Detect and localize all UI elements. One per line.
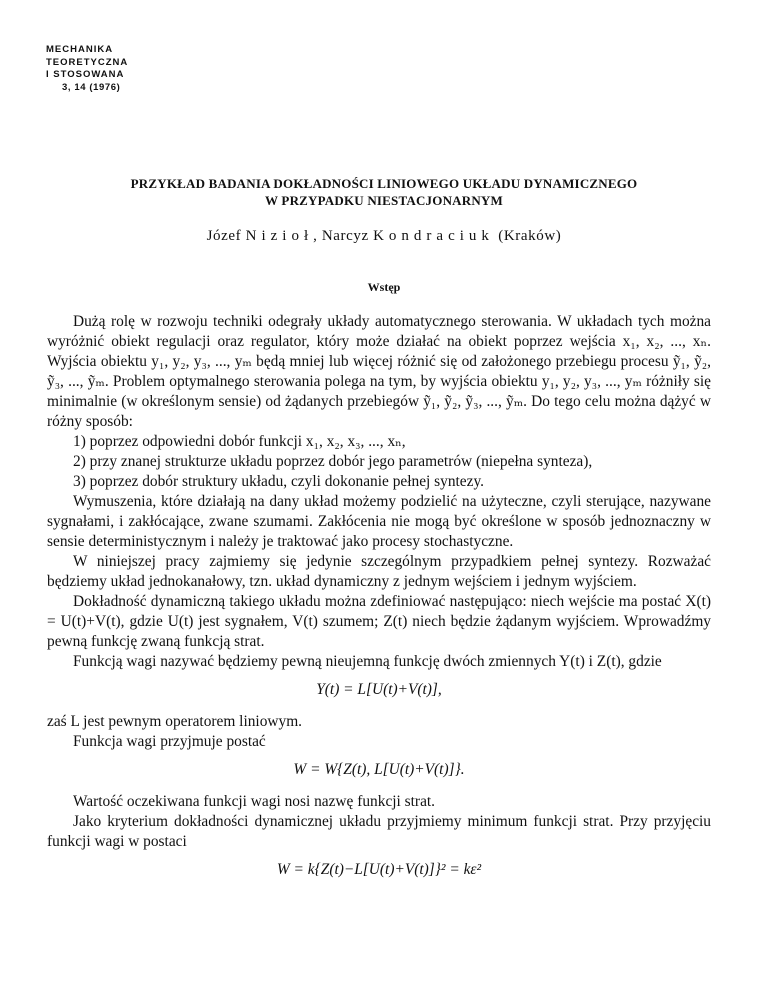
paragraph-disturbances: Wymuszenia, które działają na dany układ możemy podzielić na użyteczne, czyli sterujące, nazywane sygnałami, i zakłócające, zwane szumami. Zakłócenia nie mogą być określone w sposób jednoznaczny w sensie deterministycznym i należy je traktować jako procesy stochastyczne. [47, 493, 711, 550]
journal-issue: 3, 14 (1976) [62, 81, 121, 93]
article-title [0, 175, 768, 209]
title-line-1: PRZYKŁAD BADANIA DOKŁADNOŚCI LINIOWEGO UKŁADU DYNAMICZNEGO [130, 176, 638, 191]
section-heading: Wstęp [367, 280, 401, 294]
author-separator: , [313, 228, 322, 244]
journal-info [46, 44, 128, 94]
author-2-last: Kondraciuk [373, 228, 494, 244]
journal-name-line-2: TEORETYCZNA [46, 56, 129, 68]
paragraph-operator: zaś L jest pewnym operatorem liniowym. [47, 713, 303, 730]
paragraph-intro: Dużą rolę w rozwoju techniki odegrały układy automatycznego sterowania. W układach tych można wyróżnić obiekt regulacji oraz regulator, który może działać na obiekt poprzez wejścia x₁, x₂, ..., xₙ. Wyjścia obiektu y₁, y₂, y₃, ..., yₘ będą mniej lub więcej różnić się od założonego przebiegu procesu ỹ₁, ỹ₂, ỹ₃, ..., ỹₘ. Problem optymalnego sterowania polega na tym, by wyjścia obiektu y₁, y₂, y₃, ..., yₘ różniły się minimalnie (w określonym sensie) od żądanych przebiegów ỹ₁, ỹ₂, ỹ₃, ..., ỹₘ. Do tego celu można dążyć w różny sposób: [47, 313, 711, 430]
journal-name-line-3: I STOSOWANA [46, 69, 125, 80]
equation-3: W = k{Z(t)−L[U(t)+V(t)]}² = kε² [276, 861, 482, 878]
equation-1: Y(t) = L[U(t)+V(t)], [316, 681, 442, 698]
paragraph-accuracy: Dokładność dynamiczną takiego układu można zdefiniować następująco: niech wejście ma postać X(t) = U(t)+V(t), gdzie U(t) jest sygnałem, V(t) szumem; Z(t) niech będzie żądanym wyjściem. Wprowadźmy pewną funkcję zwaną funkcją strat. [47, 593, 711, 650]
paragraph-weight-function: Funkcją wagi nazywać będziemy pewną nieujemną funkcję dwóch zmiennych Y(t) i Z(t), gdzie [73, 653, 662, 670]
paragraph-criterion: Jako kryterium dokładności dynamicznej układu przyjmiemy minimum funkcji strat. Przy przyjęciu funkcji wagi w postaci [47, 813, 711, 850]
list-item-3: 3) poprzez dobór struktury układu, czyli dokonanie pełnej syntezy. [73, 473, 485, 490]
paragraph-loss-function: Wartość oczekiwana funkcji wagi nosi nazwę funkcji strat. [73, 793, 436, 810]
author-2-first: Narcyz [321, 228, 374, 244]
body-text [47, 312, 711, 880]
title-line-2: W PRZYPADKU NIESTACJONARNYM [265, 193, 503, 208]
list-item-2: 2) przy znanej strukturze układu poprzez dobór jego parametrów (niepełna synteza), [73, 453, 593, 470]
journal-name-line-1: MECHANIKA [46, 44, 114, 55]
paragraph-form: Funkcja wagi przyjmuje postać [73, 733, 266, 750]
author-affiliation: (Kraków) [493, 228, 562, 244]
equation-2: W = W{Z(t), L[U(t)+V(t)]}. [293, 761, 465, 778]
paragraph-scope: W niniejszej pracy zajmiemy się jedynie szczególnym przypadkiem pełnej syntezy. Rozważać będziemy układ jednokanałowy, tzn. układ dynamiczny z jednym wejściem i jednym wyjściem. [47, 553, 711, 590]
authors [0, 228, 768, 245]
author-1-first: Józef [206, 228, 246, 244]
list-item-1: 1) poprzez odpowiedni dobór funkcji x₁, x₂, x₃, ..., xₙ, [73, 433, 406, 450]
author-1-last: Nizioł [245, 228, 314, 244]
